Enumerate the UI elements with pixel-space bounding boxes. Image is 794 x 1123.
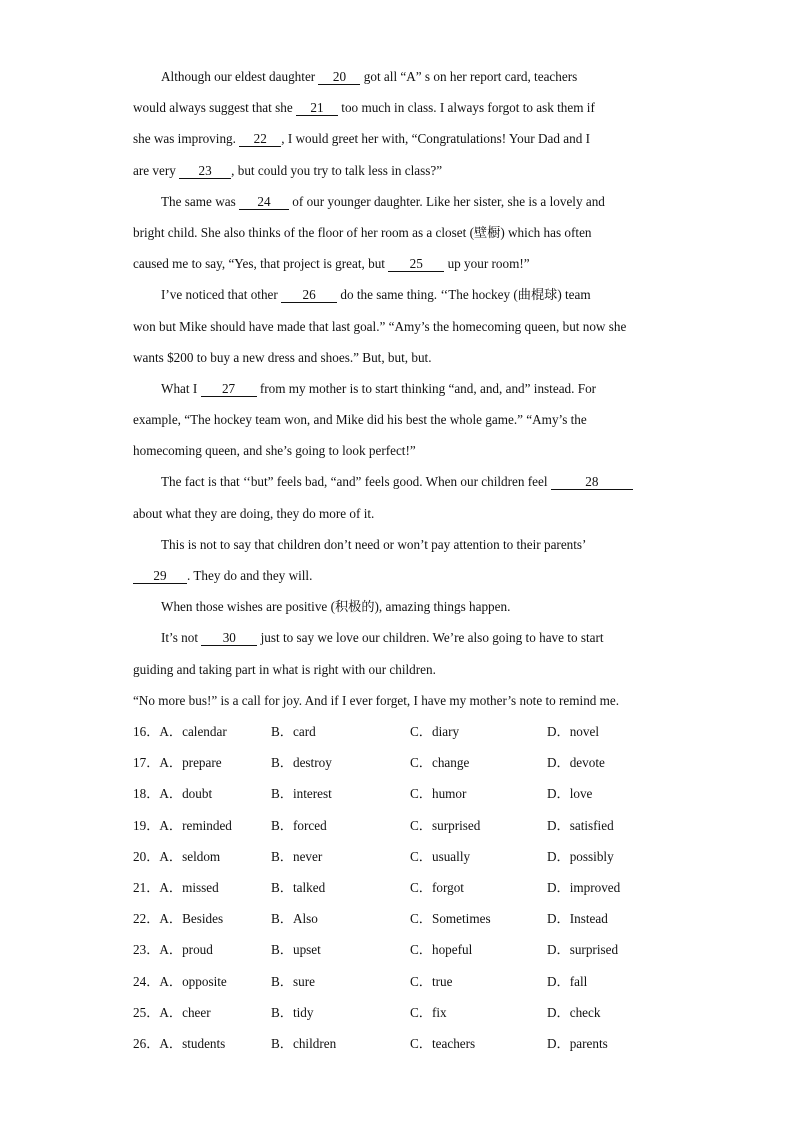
passage-text: , I would greet her with, “Congratulations! Your Dad and I [281,131,590,147]
option-b: B．sure [271,973,315,989]
option-d: D．surprised [547,942,619,958]
option-d: D．check [547,1004,601,1020]
option-d: D．fall [547,973,588,989]
option-d: D．Instead [547,911,608,927]
passage-text: example, “The hockey team won, and Mike did his best the whole game.” “Amy’s the [133,412,587,428]
option-row-20 [133,841,663,872]
option-row-23 [133,934,663,965]
passage-text: . They do and they will. [187,568,313,583]
passage-text: guiding and taking part in what is right with our children. [133,661,436,677]
blank-29: 29 [133,569,187,584]
passage-text: too much in class. I always forgot to ask them if [338,100,595,116]
passage-line [133,155,663,186]
passage-text: about what they are doing, they do more of it. [133,505,375,521]
option-a: 22．A．Besides [133,911,224,927]
option-b: B．never [271,848,323,864]
passage-line [133,591,663,622]
passage-text: would always suggest that she [133,100,296,116]
passage-line [133,61,663,92]
option-c: C．fix [410,1004,447,1020]
passage-line [133,622,663,653]
option-c: C．usually [410,848,471,864]
option-b: B．upset [271,942,321,958]
answer-options [133,716,663,1059]
passage-line [133,373,663,404]
option-b: B．card [271,724,316,739]
passage-line [133,435,663,466]
option-a: 20．A．seldom [133,848,221,864]
passage-line [133,279,663,310]
passage-line [133,92,663,123]
passage-line [133,654,663,685]
passage-text: won but Mike should have made that last goal.” “Amy’s the homecoming queen, but now she [133,318,627,334]
passage-text: It’s not [161,630,202,646]
option-a: 26．A．students [133,1035,226,1051]
option-c: C．surprised [410,817,481,833]
passage-text: The same was [161,193,239,209]
blank-21: 21 [296,101,338,116]
option-b: B．tidy [271,1004,314,1020]
option-a: 23．A．proud [133,942,213,958]
option-c: C．hopeful [410,942,473,958]
blank-20: 20 [318,70,360,85]
option-d: D．satisfied [547,817,614,833]
passage [133,61,663,716]
blank-22: 22 [239,132,281,147]
passage-text: When those wishes are positive (积极的), amazing things happen. [161,599,511,615]
passage-text: bright child. She also thinks of the floor of her room as a closet (壁橱) which has often [133,224,592,240]
passage-line [133,123,663,154]
option-c: C．Sometimes [410,911,491,927]
option-row-19 [133,810,663,841]
passage-text: got all “A” s on her report card, teachers [360,69,578,84]
option-a: 19．A．reminded [133,817,232,833]
passage-line [133,685,663,716]
option-b: B．interest [271,786,332,802]
passage-line [133,186,663,217]
passage-text: The fact is that ‘‘but” feels bad, “and” feels good. When our children feel [161,474,551,490]
passage-line [133,404,663,435]
passage-text: , but could you try to talk less in class?” [231,162,443,178]
blank-27: 27 [201,382,257,397]
passage-line [133,311,663,342]
passage-line [133,248,663,279]
option-c: C．humor [410,786,467,802]
option-row-16 [133,716,663,747]
option-d: D．improved [547,879,621,895]
passage-line [133,217,663,248]
blank-26: 26 [281,288,337,303]
option-c: C．change [410,755,470,771]
passage-text: do the same thing. ‘‘The hockey (曲棍球) team [337,287,591,303]
passage-text: she was improving. [133,131,240,147]
passage-text: from my mother is to start thinking “and, and, and” instead. For [256,380,597,396]
option-row-22 [133,903,663,934]
option-d: D．parents [547,1035,608,1051]
option-a: 24．A．opposite [133,973,227,989]
option-d: D．love [547,786,593,802]
passage-text: What I [161,380,201,396]
passage-line [133,466,663,497]
passage-line [133,498,663,529]
option-b: B．Also [271,911,318,927]
option-a: 18．A．doubt [133,786,213,802]
option-b: B．talked [271,879,326,895]
option-a: 16．A．calendar [133,724,227,739]
option-d: D．devote [547,755,605,771]
option-b: B．forced [271,817,327,833]
option-row-17 [133,747,663,778]
option-d: D．novel [547,724,600,739]
passage-line [133,342,663,373]
passage-text: of our younger daughter. Like her sister, she is a lovely and [289,193,605,209]
option-row-21 [133,872,663,903]
option-a: 17．A．prepare [133,755,222,771]
passage-text: wants $200 to buy a new dress and shoes.” But, but, but. [133,349,432,365]
passage-text: Although our eldest daughter [161,69,319,84]
option-c: C．forgot [410,879,464,895]
passage-text: up your room!” [444,256,530,272]
passage-text: I’ve noticed that other [161,287,282,303]
option-c: C．teachers [410,1035,476,1051]
passage-text: just to say we love our children. We’re also going to have to start [257,630,604,646]
option-row-26 [133,1028,663,1059]
passage-text: are very [133,162,180,178]
option-b: B．children [271,1035,337,1051]
blank-23: 23 [179,164,231,179]
option-b: B．destroy [271,755,332,771]
blank-24: 24 [239,195,289,210]
passage-text: caused me to say, “Yes, that project is great, but [133,256,389,272]
passage-line [133,560,663,591]
option-row-18 [133,778,663,809]
blank-30: 30 [201,631,257,646]
passage-text: homecoming queen, and she’s going to look perfect!” [133,443,416,459]
option-a: 25．A．cheer [133,1004,211,1020]
passage-text: This is not to say that children don’t need or won’t pay attention to their parents’ [161,536,587,552]
blank-25: 25 [388,257,444,272]
passage-text: “No more bus!” is a call for joy. And if I ever forget, I have my mother’s note to remind me. [133,692,620,708]
option-row-24 [133,966,663,997]
option-d: D．possibly [547,848,614,864]
option-row-25 [133,997,663,1028]
option-c: C．diary [410,724,460,739]
option-c: C．true [410,973,453,989]
option-a: 21．A．missed [133,879,219,895]
blank-28: 28 [551,475,633,490]
passage-line [133,529,663,560]
